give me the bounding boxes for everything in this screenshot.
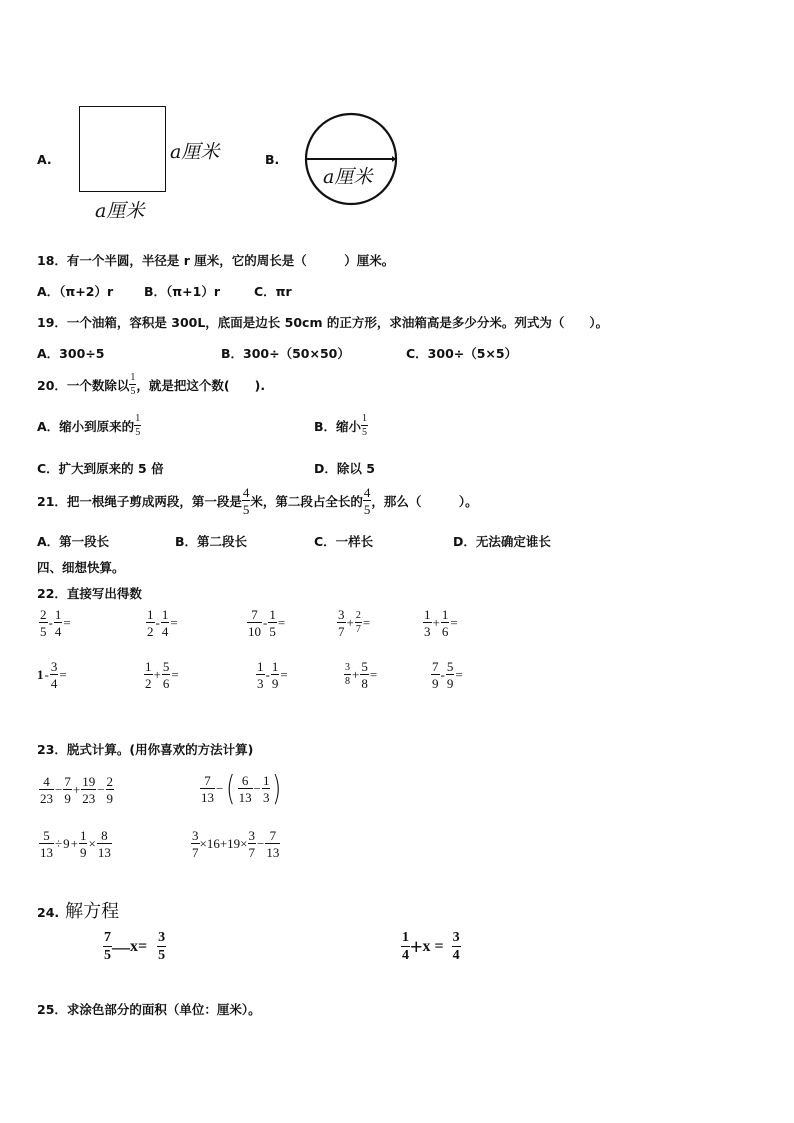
expression-text: ×16+19× — [199, 836, 248, 851]
fraction — [401, 931, 410, 963]
operator: + — [352, 667, 360, 682]
q22-item — [337, 608, 371, 638]
square-side-label-right: a厘米 — [170, 141, 220, 163]
q22-stem: 22．直接写出得数 — [37, 586, 142, 601]
operator: + — [346, 615, 354, 630]
unknown: x = — [422, 938, 444, 955]
q21-option-b: B．第二段长 — [175, 534, 248, 549]
operator: − — [253, 781, 261, 796]
equals: = — [170, 615, 178, 630]
numerator: 3 — [248, 828, 255, 843]
numerator: 3 — [338, 607, 345, 622]
denominator: 4 — [50, 676, 58, 691]
denominator: 5 — [158, 948, 166, 963]
fraction — [191, 829, 200, 859]
q24-heading — [37, 897, 119, 923]
denominator: 5 — [242, 502, 250, 517]
numerator: 4 — [242, 485, 250, 500]
numerator: 1 — [257, 659, 264, 674]
equals: = — [63, 615, 71, 630]
q21-fraction-2 — [363, 486, 372, 516]
operator: + — [72, 782, 81, 797]
q20-option-a — [37, 414, 141, 438]
numerator: 1 — [135, 413, 141, 424]
denominator: 9 — [271, 676, 279, 691]
fraction — [446, 660, 455, 690]
numerator: 2 — [40, 607, 47, 622]
operator: - — [44, 667, 49, 682]
q21-option-d: D．无法确定谁长 — [453, 534, 551, 549]
fraction — [337, 608, 346, 638]
numerator: 3 — [192, 828, 199, 843]
q19-stem: 19．一个油箱，容积是 300L，底面是边长 50cm 的正方形，求油箱高是多少分米。列式为（ ）。 — [37, 315, 609, 330]
fraction — [344, 663, 351, 687]
denominator: 8 — [361, 676, 368, 691]
q22-item — [256, 660, 289, 690]
denominator: 13 — [201, 790, 214, 805]
circle-figure — [303, 112, 399, 206]
fraction — [360, 660, 369, 690]
q21-stem — [37, 486, 478, 516]
q19-option-a: A．300÷5 — [37, 346, 105, 361]
q20-stem-fraction — [129, 373, 136, 397]
whole-number: 9 — [63, 836, 70, 851]
q18-option-b: B．（π+1）r — [144, 284, 221, 299]
operator: + — [70, 836, 78, 851]
operator: × — [88, 836, 96, 851]
denominator: 5 — [104, 948, 111, 963]
numerator: 7 — [64, 774, 71, 789]
denominator: 13 — [40, 845, 53, 860]
unknown: x= — [130, 938, 148, 955]
denominator: 7 — [248, 845, 255, 860]
denominator: 9 — [446, 676, 454, 691]
equals: = — [455, 667, 463, 682]
q23-expression-2 — [200, 769, 284, 809]
circle-diameter-label: a厘米 — [323, 166, 373, 188]
q23-expression-1 — [39, 775, 114, 805]
option-b-letter: B. — [265, 152, 280, 167]
q19-option-b: B．300÷（50×50） — [221, 346, 350, 361]
numerator: 1 — [161, 607, 169, 622]
denominator: 5 — [40, 624, 47, 639]
fraction — [162, 660, 171, 690]
q22-item — [37, 660, 68, 690]
q22-item — [423, 608, 459, 638]
q21-stem-mid: 米，第二段占全长的 — [250, 494, 363, 509]
numerator: 3 — [50, 659, 58, 674]
operator: − — [257, 836, 265, 851]
numerator: 3 — [158, 930, 166, 945]
numerator: 1 — [262, 773, 270, 788]
section-heading: 四、细想快算。 — [37, 560, 125, 575]
denominator: 9 — [106, 791, 114, 806]
numerator: 1 — [271, 659, 279, 674]
numerator: 7 — [104, 930, 111, 945]
denominator: 10 — [248, 624, 261, 639]
fraction — [50, 660, 59, 690]
numerator: 7 — [200, 774, 215, 789]
q20-stem — [37, 373, 265, 397]
operator: - — [48, 615, 53, 630]
numerator: 1 — [145, 659, 152, 674]
q21-option-a: A．第一段长 — [37, 534, 110, 549]
option-a-letter: A. — [37, 152, 52, 167]
fraction — [39, 829, 54, 859]
q22-item — [144, 660, 180, 690]
fraction — [238, 774, 253, 804]
equals: = — [280, 667, 288, 682]
denominator: 3 — [257, 676, 264, 691]
q20-stem-pre: 20．一个数除以 — [37, 378, 130, 393]
q22-item — [247, 608, 286, 638]
q20-stem-post: ，就是把这个数( ). — [136, 378, 266, 393]
q22-item — [344, 660, 378, 690]
numerator: 3 — [345, 662, 350, 673]
numerator: 8 — [97, 829, 112, 844]
fraction — [97, 829, 112, 859]
q22-item — [431, 660, 464, 690]
numerator: 2 — [106, 774, 114, 789]
denominator: 6 — [162, 676, 170, 691]
operator: + — [432, 615, 440, 630]
fraction — [355, 611, 362, 635]
numerator: 5 — [361, 659, 368, 674]
left-paren-icon: ( — [226, 769, 236, 809]
numerator: 5 — [162, 659, 170, 674]
q25-stem: 25．求涂色部分的面积（单位：厘米）。 — [37, 1002, 261, 1017]
denominator: 5 — [130, 386, 136, 397]
fraction — [103, 931, 112, 963]
fraction — [79, 829, 88, 859]
q20-option-b-text: B．缩小 — [314, 419, 362, 434]
q21-stem-post: ，那么（ ）。 — [371, 494, 478, 509]
denominator: 23 — [40, 791, 53, 806]
q20-option-b — [314, 414, 368, 438]
fraction — [63, 775, 72, 805]
operator: − — [55, 782, 63, 797]
operator: - — [155, 615, 160, 630]
numerator: 1 — [130, 372, 136, 383]
fraction — [423, 608, 432, 638]
denominator: 5 — [363, 502, 371, 517]
q20-option-a-fraction — [134, 414, 141, 438]
q20-option-c: C．扩大到原来的 5 倍 — [37, 461, 164, 476]
fraction — [268, 608, 277, 638]
denominator: 9 — [79, 845, 87, 860]
numerator: 7 — [432, 659, 439, 674]
q18-option-a: A．（π+2）r — [37, 284, 114, 299]
denominator: 7 — [355, 624, 361, 635]
fraction — [265, 829, 280, 859]
fraction — [200, 774, 215, 804]
denominator: 5 — [362, 427, 368, 438]
denominator: 5 — [135, 427, 141, 438]
numerator: 2 — [355, 610, 361, 621]
numerator: 4 — [39, 775, 54, 790]
fraction — [146, 608, 155, 638]
operator: - — [263, 615, 268, 630]
numerator: 5 — [446, 659, 454, 674]
fraction — [271, 660, 280, 690]
q24-number: 24. — [37, 905, 60, 920]
denominator: 6 — [441, 624, 449, 639]
denominator: 3 — [424, 624, 431, 639]
fraction — [441, 608, 450, 638]
denominator: 9 — [432, 676, 439, 691]
q22-item — [146, 608, 179, 638]
equals: = — [369, 667, 378, 682]
operator: − — [97, 782, 105, 797]
numerator: 1 — [441, 607, 449, 622]
operator: - — [440, 667, 445, 682]
fraction — [39, 775, 54, 805]
right-paren-icon: ) — [272, 769, 282, 809]
equals: = — [450, 615, 458, 630]
denominator: 4 — [161, 624, 169, 639]
denominator: 4 — [452, 948, 460, 963]
denominator: 23 — [82, 791, 96, 806]
operator: − — [216, 781, 224, 796]
q24-title: 解方程 — [65, 901, 120, 922]
equals: = — [362, 615, 371, 630]
q22-item — [39, 608, 72, 638]
numerator: 7 — [265, 829, 280, 844]
operator: + — [153, 667, 161, 682]
q18-stem: 18．有一个半圆，半径是 r 厘米，它的周长是（ ）厘米。 — [37, 253, 395, 268]
denominator: 13 — [238, 790, 252, 805]
square-figure — [79, 106, 166, 192]
denominator: 2 — [145, 676, 152, 691]
denominator: 7 — [192, 845, 199, 860]
denominator: 2 — [147, 624, 154, 639]
numerator: 1 — [147, 607, 154, 622]
q21-stem-pre: 21．把一根绳子剪成两段，第一段是 — [37, 494, 242, 509]
equals: = — [277, 615, 286, 630]
fraction — [256, 660, 265, 690]
fraction — [452, 931, 461, 963]
q19-option-c: C．300÷（5×5） — [406, 346, 518, 361]
operator: ÷ — [55, 836, 63, 851]
q23-expression-4 — [191, 829, 280, 859]
numerator: 1 — [54, 607, 62, 622]
q18-option-c: C．πr — [254, 284, 292, 299]
q20-option-a-text: A．缩小到原来的 — [37, 419, 135, 434]
fraction — [262, 774, 271, 804]
numerator: 1 — [269, 607, 276, 622]
fraction — [106, 775, 115, 805]
denominator: 9 — [64, 791, 71, 806]
q23-stem: 23．脱式计算。(用你喜欢的方法计算) — [37, 742, 254, 757]
equals: = — [171, 667, 179, 682]
numerator: 1 — [362, 413, 368, 424]
fraction — [39, 608, 48, 638]
operator: - — [265, 667, 270, 682]
fraction — [144, 660, 153, 690]
fraction — [247, 608, 262, 638]
numerator: 7 — [247, 608, 262, 623]
q23-expression-3 — [39, 829, 112, 859]
fraction — [431, 660, 440, 690]
square-side-label-bottom: a厘米 — [95, 200, 145, 222]
q20-option-d: D．除以 5 — [314, 461, 375, 476]
fraction — [81, 775, 96, 805]
denominator: 7 — [338, 624, 345, 639]
q24-equation-1 — [103, 931, 166, 963]
fraction — [54, 608, 63, 638]
numerator: 6 — [238, 774, 253, 789]
fraction — [157, 931, 166, 963]
q20-option-b-fraction — [361, 414, 368, 438]
operator: + — [410, 934, 423, 959]
fraction — [161, 608, 170, 638]
q21-option-c: C．一样长 — [314, 534, 374, 549]
whole-number: 1 — [37, 667, 44, 682]
numerator: 19 — [82, 774, 96, 789]
denominator: 13 — [266, 845, 280, 860]
numerator: 5 — [39, 829, 54, 844]
numerator: 1 — [402, 930, 409, 945]
numerator: 3 — [452, 930, 460, 945]
operator: — — [112, 936, 130, 957]
denominator: 3 — [262, 790, 270, 805]
numerator: 1 — [79, 828, 87, 843]
equals: = — [59, 667, 67, 682]
denominator: 5 — [269, 624, 276, 639]
denominator: 8 — [345, 676, 350, 687]
denominator: 4 — [402, 948, 409, 963]
numerator: 1 — [424, 607, 431, 622]
numerator: 4 — [363, 485, 371, 500]
denominator: 13 — [97, 845, 111, 860]
denominator: 4 — [54, 624, 62, 639]
fraction — [248, 829, 257, 859]
q24-equation-2 — [401, 931, 461, 963]
